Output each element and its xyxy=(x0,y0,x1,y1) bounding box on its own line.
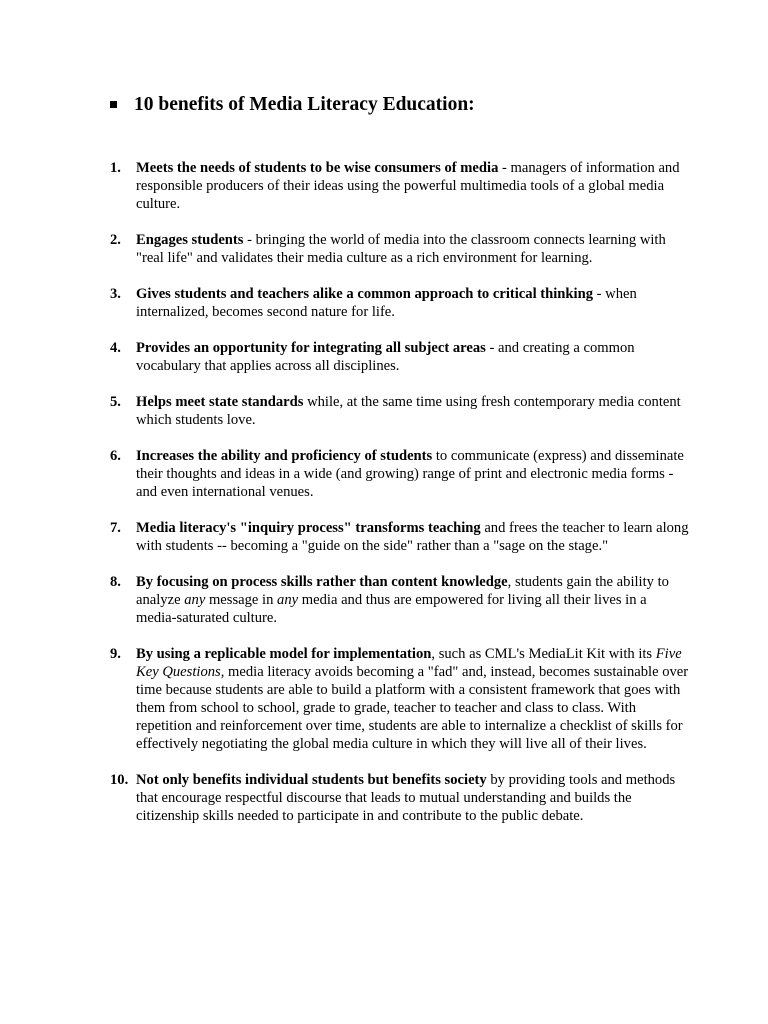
item-number: 8. xyxy=(110,574,121,590)
item-text xyxy=(136,340,635,374)
list-item xyxy=(110,159,690,213)
item-body-text: - managers of information and responsible producers of their ideas using the powerful multimedia tools of a global media culture. xyxy=(136,160,680,212)
item-number: 9. xyxy=(110,646,121,662)
heading-text: 10 benefits of Media Literacy Education: xyxy=(134,94,475,115)
item-bold-text: By focusing on process skills rather than content knowledge xyxy=(136,574,508,590)
item-bold-text: Meets the needs of students to be wise consumers of media xyxy=(136,160,499,176)
list-item xyxy=(110,447,690,501)
list-item xyxy=(110,519,690,555)
item-text xyxy=(136,448,684,500)
item-body-text: by providing tools and methods that encourage respectful discourse that leads to mutual understanding and builds the citizenship skills needed to participate in and contribute to the public debate. xyxy=(136,772,676,824)
item-text xyxy=(136,771,690,825)
item-body-text: message in xyxy=(205,592,278,608)
item-body-text: and frees the teacher to learn along with students -- becoming a "guide on the side" rather than a "sage on the stage." xyxy=(136,520,689,554)
item-bold-text: Helps meet state standards xyxy=(136,394,304,410)
item-bold-text: Media literacy's "inquiry process" transforms teaching xyxy=(136,520,481,536)
item-number: 3. xyxy=(110,286,121,302)
item-body-text: to communicate (express) and disseminate their thoughts and ideas in a wide (and growing) range of print and electronic media forms - and even international venues. xyxy=(136,448,684,500)
item-text xyxy=(136,286,637,320)
item-body-text: - and creating a common vocabulary that applies across all disciplines. xyxy=(136,340,635,374)
square-bullet-icon xyxy=(110,101,117,108)
item-number: 5. xyxy=(110,394,121,410)
item-italic-text: any xyxy=(184,592,206,608)
item-text xyxy=(136,232,666,266)
item-text xyxy=(136,520,689,554)
list-item xyxy=(110,285,690,321)
item-body-text: - bringing the world of media into the classroom connects learning with "real life" and validates their media culture as a rich environment for learning. xyxy=(136,232,666,266)
list-item xyxy=(110,393,690,429)
list-item xyxy=(110,645,690,753)
item-bold-text: Not only benefits individual students but benefits society xyxy=(136,772,487,788)
item-text xyxy=(136,394,681,428)
item-bold-text: Increases the ability and proficiency of students xyxy=(136,448,433,464)
item-body-text: - when internalized, becomes second nature for life. xyxy=(136,286,637,320)
item-text xyxy=(136,160,680,212)
item-body-text: media and thus are empowered for living all their lives in a media-saturated culture. xyxy=(136,592,647,626)
list-item xyxy=(110,339,690,375)
list-item xyxy=(110,771,690,825)
item-text xyxy=(136,646,688,752)
item-text xyxy=(136,574,669,626)
item-number: 1. xyxy=(110,160,121,176)
item-number: 4. xyxy=(110,340,121,356)
item-body-text: , students gain the ability to analyze xyxy=(136,574,669,608)
item-bold-text: Engages students xyxy=(136,232,244,248)
item-bold-text: Provides an opportunity for integrating all subject areas xyxy=(136,340,486,356)
item-bold-text: Gives students and teachers alike a common approach to critical thinking xyxy=(136,286,594,302)
item-body-text: , such as CML's MediaLit Kit with its xyxy=(431,646,656,662)
item-number: 6. xyxy=(110,448,121,464)
item-number: 7. xyxy=(110,520,121,536)
item-italic-text: any xyxy=(277,592,299,608)
item-italic-text: Five Key Questions xyxy=(136,646,682,680)
list-item xyxy=(110,231,690,267)
item-number: 2. xyxy=(110,232,121,248)
document-heading xyxy=(110,93,475,117)
item-body-text: while, at the same time using fresh contemporary media content which students love. xyxy=(136,394,681,428)
benefits-list xyxy=(110,159,690,843)
list-item xyxy=(110,573,690,627)
item-bold-text: By using a replicable model for implementation xyxy=(136,646,432,662)
item-number: 10. xyxy=(110,772,129,788)
item-body-text: , media literacy avoids becoming a "fad" and, instead, becomes sustainable over time because students are able to build a platform with a consistent framework that goes with them from school to school, grade to grade, teacher to teacher and class to class. With repetition and reinforcement over time, students are able to internalize a checklist of skills for effectively negotiating the global media culture in which they will live all of their lives. xyxy=(136,664,689,752)
